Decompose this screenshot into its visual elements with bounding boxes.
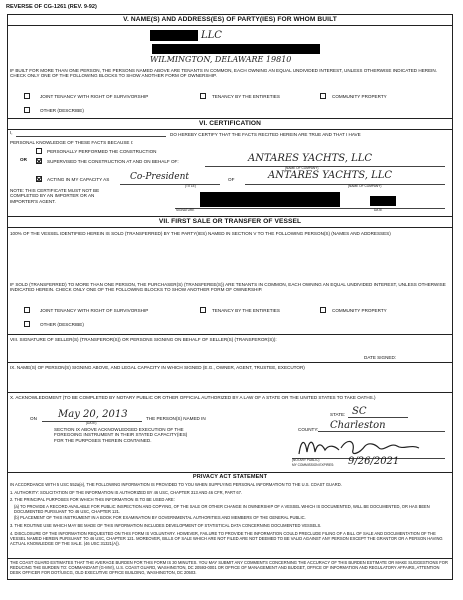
acting-company: ANTARES YACHTS, LLC <box>268 170 393 181</box>
on-label: ON <box>30 416 37 421</box>
privacy-item-1: 1. AUTHORITY: SOLICITATION OF THE INFORMATION IS AUTHORIZED BY 46 USC, CHAPTER 313 AND 46 CFR, PART 67. <box>10 490 243 495</box>
county-line <box>318 431 445 432</box>
i-label: I, <box>10 130 13 135</box>
redaction-block <box>152 44 320 54</box>
notary-caption: (NOTARY PUBLIC) <box>292 458 320 462</box>
or-label: OR <box>20 157 27 162</box>
s7-joint-tenancy-checkbox[interactable] <box>24 307 30 313</box>
acting-title: Co-President <box>130 172 190 182</box>
s5-joint-tenancy-label: JOINT TENANCY WITH RIGHT OF SURVIVORSHIP <box>40 94 149 99</box>
personal-knowledge-text: PERSONAL KNOWLEDGE OF THESE FACTS BECAUSE I: <box>10 140 134 145</box>
state-label: STATE: <box>330 412 346 417</box>
section7-instructions: IF SOLD (TRANSFERRED) TO MORE THAN ONE PERSON, THE PURCHASER(S) (TRANSFEREE(S)) ARE TENANTS IN COMMON, EACH OWNING AN EQUAL UNDIVIDED INTEREST, UNLESS OTHERWISE INDICATED HEREIN. CHECK ONLY ONE OF THE FOLLOWING BLOCKS TO SHOW ANOTHER FORM OF OWNERSHIP. <box>10 282 446 293</box>
privacy-title: PRIVACY ACT STATEMENT <box>192 474 268 480</box>
supervised-checkbox[interactable] <box>36 158 42 164</box>
burden-footer: THE COAST GUARD ESTIMATES THAT THE AVERAGE BURDEN FOR THIS FORM IS 30 MINUTES. YOU MAY SUBMIT ANY COMMENTS CONCERNING THE ACCURACY OF THIS BURDEN ESTIMATE OR MAKE SUGGESTIONS FOR REDUCING THE BURDEN TO: COMMANDANT (G-MVI), U.S. COAST GUARD, WASHINGTON, DC 20593-0001 OR OFFICE OF MANAGEMENT AND BUDGET, OFFICE OF INFORMATION AND REGULATORY AFFAIRS, ATTENTION DESK OFFICER FOR DOT/USCG, OLD EXECUTIVE OFFICE BUILDING, WASHINGTON, DC 20503. <box>10 560 448 575</box>
name-of-company-caption: (NAME OF COMPANY) <box>285 166 319 170</box>
name-of-company-caption-2: (NAME OF COMPANY) <box>348 184 382 188</box>
divider <box>7 227 453 228</box>
form-number: REVERSE OF CG-1261 (REV. 9-92) <box>6 4 97 10</box>
acknowledgment-date: May 20, 2013 <box>58 409 128 420</box>
divider <box>7 129 453 130</box>
s7-community-label: COMMUNITY PROPERTY <box>332 308 387 313</box>
section5-instructions: IF BUILT FOR MORE THAN ONE PERSON, THE PERSONS NAMED ABOVE ARE TENANTS IN COMMON, EACH OWNING AN EQUAL UNDIVIDED INTEREST, UNLESS OTHERWISE INDICATED HEREIN. CHECK ONLY ONE OF THE FOLLOWING BLOCKS TO SHOW ANOTHER FORM OF OWNERSHIP. <box>10 68 438 79</box>
county-label: COUNTY: <box>298 427 319 432</box>
divider <box>7 362 453 363</box>
state-line <box>348 417 408 418</box>
divider <box>7 118 453 119</box>
divider <box>7 334 453 335</box>
s5-joint-tenancy-checkbox[interactable] <box>24 93 30 99</box>
divider <box>7 472 453 473</box>
acknowledgment-body: SECTION IX ABOVE ACKNOWLEDGED EXECUTION OF THE FOREGOING INSTRUMENT IN THEIR STATED CAPACITY(IES) FOR THE PURPOSES THEREIN CONTAINED. <box>54 427 188 443</box>
divider <box>7 216 453 217</box>
s5-entireties-checkbox[interactable] <box>200 93 206 99</box>
persons-named-text: THE PERSON(S) NAMED IN <box>146 416 206 421</box>
divider <box>7 25 453 26</box>
divider <box>7 392 453 393</box>
personally-performed-checkbox[interactable] <box>36 148 42 154</box>
party-name-suffix: LLC <box>201 30 222 41</box>
acting-capacity-checkbox[interactable] <box>36 176 42 182</box>
section7-title: VII. FIRST SALE OR TRANSFER OF VESSEL <box>158 218 302 225</box>
s5-community-label: COMMUNITY PROPERTY <box>332 94 387 99</box>
privacy-item-3: 3. THE ROUTINE USE WHICH MAY BE MADE OF THIS INFORMATION INCLUDES DEVELOPMENT OF STATISTICAL DATA CONCERNING DOCUMENTED VESSELS. <box>10 523 322 528</box>
supervised-company: ANTARES YACHTS, LLC <box>248 153 373 164</box>
privacy-item-4: 4. DISCLOSURE OF THE INFORMATION REQUESTED ON THIS FORM IS VOLUNTARY. HOWEVER, FAILURE TO PROVIDE THE INFORMATION COULD PRECLUDE FILING OF A BILL OF SALE AND DOCUMENTATION OF THE VESSEL NAMED HEREIN PURSUANT TO 46 USC, CHAPTER 121. MOREOVER, BILLS OF SALE WHICH ARE NOT FILED ARE NOT DEEMED TO BE VALID AGAINST ANY PERSON EXCEPT THE GRANTOR OR A PERSON HAVING ACTUAL KNOWLEDGE OF THE SALE. (46 USC 31321(A)). <box>10 531 443 546</box>
ack-date-caption: (DATE) <box>86 421 97 425</box>
section6-title: VI. CERTIFICATION <box>198 120 262 127</box>
acting-company-line <box>245 184 445 185</box>
commission-expires-label: MY COMMISSION EXPIRES: <box>292 463 335 467</box>
signature-line <box>175 208 380 209</box>
commission-expires-value: 9/26/2021 <box>348 456 400 467</box>
of-label: OF <box>228 177 235 182</box>
date-line <box>372 208 445 209</box>
personally-performed-label: PERSONALLY PERFORMED THE CONSTRUCTION <box>47 149 157 154</box>
s7-entireties-checkbox[interactable] <box>200 307 206 313</box>
supervised-label: SUPERVISED THE CONSTRUCTION AT AND ON BEHALF OF: <box>47 159 179 164</box>
redaction-block <box>150 30 198 41</box>
notary-signature <box>295 434 425 458</box>
divider <box>7 558 453 559</box>
s7-other-checkbox[interactable] <box>24 321 30 327</box>
s7-other-label: OTHER (DESCRIBE) <box>40 322 84 327</box>
privacy-intro: IN ACCORDANCE WITH 5 USC 552a(e), THE FOLLOWING INFORMATION IS PROVIDED TO YOU WHEN SUPPLYING PERSONAL INFORMATION TO THE U.S. COAST GUARD. <box>10 482 342 487</box>
party-city: WILMINGTON, DELAWARE 19810 <box>150 55 292 64</box>
s5-entireties-label: TENANCY BY THE ENTIRETIES <box>212 94 280 99</box>
acting-capacity-label: ACTING IN MY CAPACITY AS <box>47 177 110 182</box>
s7-joint-tenancy-label: JOINT TENANCY WITH RIGHT OF SURVIVORSHIP <box>40 308 149 313</box>
state-value: SC <box>352 406 367 417</box>
section7-text: 100% OF THE VESSEL IDENTIFIED HEREIN IS SOLD (TRANSFERRED) BY THE PARTY(IES) NAMED IN SECTION V TO THE FOLLOWING PERSON(S) (NAMES AND ADDRESSES) <box>10 231 391 236</box>
certifier-name-line <box>16 136 166 137</box>
date-caption: DATE <box>374 208 383 212</box>
s5-other-label: OTHER (DESCRIBE) <box>40 108 84 113</box>
importer-note: NOTE: THIS CERTIFICATE MUST NOT BE COMPLETED BY AN IMPORTER OR AN IMPORTER'S AGENT. <box>10 188 100 204</box>
signature-caption: SIGNATURE <box>176 208 195 212</box>
section9-title: IX. NAME(S) OF PERSON(S) SIGNING ABOVE, AND LEGAL CAPACITY IN WHICH SIGNED (E.G., OWNER, AGENT, TRUSTEE, EXECUTOR) <box>10 365 305 370</box>
supervised-company-line <box>205 166 445 167</box>
s7-entireties-label: TENANCY BY THE ENTIRETIES <box>212 308 280 313</box>
redaction-block <box>200 192 340 207</box>
s7-community-checkbox[interactable] <box>320 307 326 313</box>
certify-text: DO HEREBY CERTIFY THAT THE FACTS RECITED HEREIN ARE TRUE AND THAT I HAVE <box>170 132 361 137</box>
section8-title: VIII. SIGNATURE OF SELLER(S) (TRANSFEROR(S)) OR PERSONS SIGNING ON BEHALF OF SELLER(S) (TRANSFEROR(S)): <box>10 337 277 342</box>
date-signed-label: DATE SIGNED: <box>364 355 397 360</box>
privacy-item-2a: (a) TO PROVIDE A RECORD AVAILABLE FOR PUBLIC INSPECTION AND COPYING, OF THE SALE OR OTHER CHANGE IN OWNERSHIP OF A VESSEL WHICH IS DOCUMENTED, WILL BE DOCUMENTED, OR HAS BEEN DOCUMENTED PURSUANT TO 46 USC, CHAPTER 121. <box>14 504 430 514</box>
section5-title: V. NAME(S) AND ADDRESS(ES) OF PARTY(IES) FOR WHOM BUILT <box>123 16 337 23</box>
s5-community-checkbox[interactable] <box>320 93 326 99</box>
title-caption: (TITLE) <box>185 184 196 188</box>
county-value: Charleston <box>330 420 386 431</box>
redaction-block <box>370 196 396 206</box>
section10-title: X. ACKNOWLEDGMENT (TO BE COMPLETED BY NOTARY PUBLIC OR OTHER OFFICIAL AUTHORIZED BY A LAW OF A STATE OR THE UNITED STATES TO TAKE OATHS.) <box>10 395 376 400</box>
title-line <box>120 184 220 185</box>
privacy-item-2b: (b) PLACEMENT OF THIS INSTRUMENT IN A BOOK FOR EXAMINATION BY GOVERNMENTAL AUTHORITIES AND MEMBERS OF THE GENERAL PUBLIC. <box>14 515 306 520</box>
privacy-item-2: 2. THE PRINCIPAL PURPOSES FOR WHICH THIS INFORMATION IS TO BE USED ARE: <box>10 497 175 502</box>
s5-other-checkbox[interactable] <box>24 107 30 113</box>
